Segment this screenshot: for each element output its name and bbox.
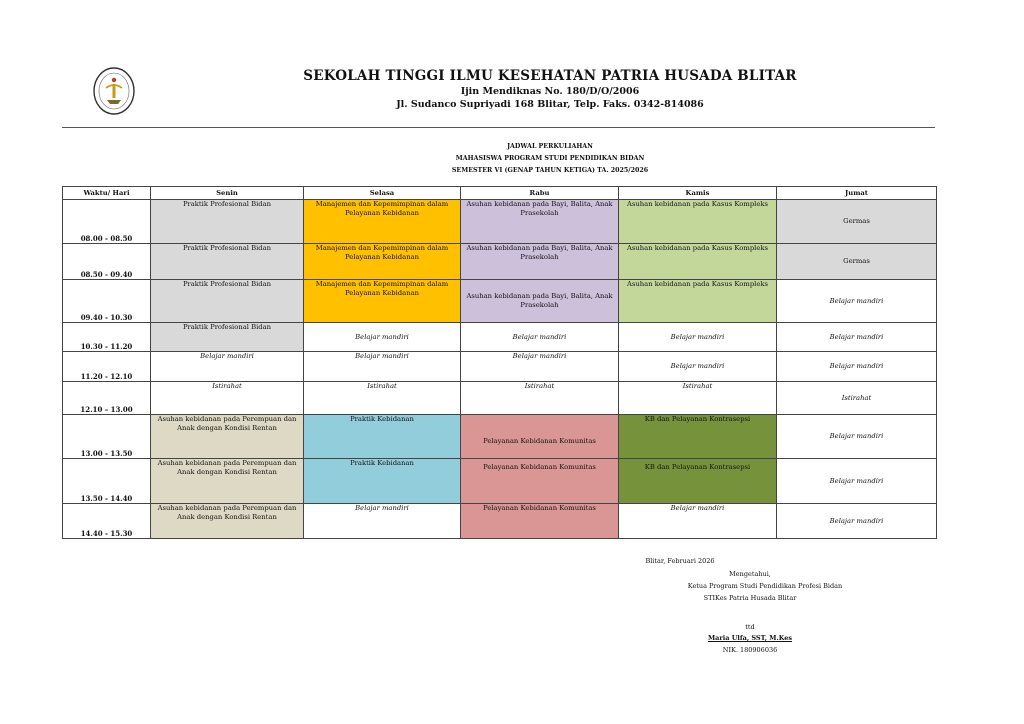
time-cell: 09.40 - 10.30	[63, 280, 151, 323]
col-header-tuesday: Selasa	[304, 187, 461, 200]
schedule-cell: Belajar mandiri	[304, 352, 461, 382]
table-row	[63, 504, 937, 539]
schedule-cell: Asuhan kebidanan pada Bayi, Balita, Anak Prasekolah	[461, 200, 619, 244]
schedule-cell: Istirahat	[777, 382, 937, 415]
signature-mark: ttd	[745, 623, 755, 631]
schedule-cell: Istirahat	[619, 382, 777, 415]
program-title: MAHASISWA PROGRAM STUDI PENDIDIKAN BIDAN	[455, 155, 645, 162]
schedule-cell: Asuhan kebidanan pada Kasus Kompleks	[619, 280, 777, 323]
time-cell: 08.00 - 08.50	[63, 200, 151, 244]
schedule-cell: KB dan Pelayanan Kontrasepsi	[619, 459, 777, 504]
schedule-cell: Belajar mandiri	[619, 352, 777, 382]
schedule-cell: Asuhan kebidanan pada Perempuan dan Anak dengan Kondisi Rentan	[151, 415, 304, 459]
schedule-cell: Belajar mandiri	[777, 504, 937, 539]
institution-logo	[92, 66, 136, 116]
col-header-time: Waktu/ Hari	[63, 187, 151, 200]
schedule-cell: Asuhan kebidanan pada Bayi, Balita, Anak Prasekolah	[461, 244, 619, 280]
time-cell: 10.30 - 11.20	[63, 323, 151, 352]
schedule-cell: Belajar mandiri	[461, 323, 619, 352]
schedule-cell: Pelayanan Kebidanan Komunitas	[461, 504, 619, 539]
schedule-cell: KB dan Pelayanan Kontrasepsi	[619, 415, 777, 459]
schedule-cell: Praktik Profesional Bidan	[151, 280, 304, 323]
table-row	[63, 459, 937, 504]
schedule-cell: Praktik Profesional Bidan	[151, 200, 304, 244]
schedule-cell: Istirahat	[461, 382, 619, 415]
institution-name: SEKOLAH TINGGI ILMU KESEHATAN PATRIA HUSADA BLITAR	[303, 68, 797, 84]
signatory-nik: NIK. 180906036	[722, 646, 778, 654]
col-header-thursday: Kamis	[619, 187, 777, 200]
permit-number: Ijin Mendiknas No. 180/D/O/2006	[460, 86, 640, 97]
schedule-cell: Germas	[777, 200, 937, 244]
schedule-cell: Asuhan kebidanan pada Perempuan dan Anak dengan Kondisi Rentan	[151, 504, 304, 539]
schedule-cell: Asuhan kebidanan pada Kasus Kompleks	[619, 200, 777, 244]
table-row	[63, 323, 937, 352]
schedule-cell: Manajemen dan Kepemimpinan dalam Pelayanan Kebidanan	[304, 280, 461, 323]
schedule-cell: Belajar mandiri	[777, 352, 937, 382]
schedule-title: JADWAL PERKULIAHAN	[507, 143, 593, 150]
acknowledged-label: Mengetahui,	[729, 570, 771, 578]
time-cell: 08.50 - 09.40	[63, 244, 151, 280]
time-cell: 12.10 – 13.00	[63, 382, 151, 415]
col-header-monday: Senin	[151, 187, 304, 200]
schedule-cell: Praktik Kebidanan	[304, 459, 461, 504]
time-cell: 13.50 - 14.40	[63, 459, 151, 504]
schedule-cell: Belajar mandiri	[619, 504, 777, 539]
address: Jl. Sudanco Supriyadi 168 Blitar, Telp. Faks. 0342-814086	[396, 99, 704, 110]
time-cell: 13.00 - 13.50	[63, 415, 151, 459]
schedule-cell: Germas	[777, 244, 937, 280]
schedule-cell: Belajar mandiri	[777, 323, 937, 352]
col-header-wednesday: Rabu	[461, 187, 619, 200]
schedule-table	[62, 186, 937, 539]
signatory-name: Maria Ulfa, SST, M.Kes	[707, 634, 793, 642]
schedule-cell: Belajar mandiri	[777, 459, 937, 504]
table-row	[63, 382, 937, 415]
schedule-cell: Belajar mandiri	[461, 352, 619, 382]
schedule-cell: Istirahat	[304, 382, 461, 415]
col-header-friday: Jumat	[777, 187, 937, 200]
schedule-cell: Pelayanan Kebidanan Komunitas	[461, 415, 619, 459]
schedule-cell: Belajar mandiri	[151, 352, 304, 382]
schedule-cell: Praktik Profesional Bidan	[151, 244, 304, 280]
table-row	[63, 352, 937, 382]
schedule-cell: Belajar mandiri	[304, 323, 461, 352]
schedule-cell: Istirahat	[151, 382, 304, 415]
schedule-cell: Belajar mandiri	[777, 280, 937, 323]
schedule-cell: Belajar mandiri	[304, 504, 461, 539]
table-row	[63, 415, 937, 459]
signatory-institution: STIKes Patria Husada Blitar	[703, 594, 797, 602]
semester-title: SEMESTER VI (GENAP TAHUN KETIGA) TA. 2025/2026	[451, 167, 649, 174]
schedule-cell: Manajemen dan Kepemimpinan dalam Pelayanan Kebidanan	[304, 244, 461, 280]
table-row	[63, 200, 937, 244]
schedule-cell: Manajemen dan Kepemimpinan dalam Pelayanan Kebidanan	[304, 200, 461, 244]
time-cell: 11.20 - 12.10	[63, 352, 151, 382]
schedule-cell: Belajar mandiri	[619, 323, 777, 352]
schedule-cell: Asuhan kebidanan pada Perempuan dan Anak dengan Kondisi Rentan	[151, 459, 304, 504]
time-cell: 14.40 - 15.30	[63, 504, 151, 539]
schedule-cell: Praktik Profesional Bidan	[151, 323, 304, 352]
schedule-cell: Pelayanan Kebidanan Komunitas	[461, 459, 619, 504]
table-row	[63, 280, 937, 323]
place-date: Blitar, Februari 2026	[645, 557, 715, 565]
signatory-position: Ketua Program Studi Pendidikan Profesi Bidan	[687, 582, 843, 590]
table-header-row	[63, 187, 937, 200]
schedule-cell: Belajar mandiri	[777, 415, 937, 459]
schedule-cell: Asuhan kebidanan pada Bayi, Balita, Anak Prasekolah	[461, 280, 619, 323]
schedule-cell: Asuhan kebidanan pada Kasus Kompleks	[619, 244, 777, 280]
header-divider	[62, 127, 935, 128]
schedule-cell: Praktik Kebidanan	[304, 415, 461, 459]
table-row	[63, 244, 937, 280]
